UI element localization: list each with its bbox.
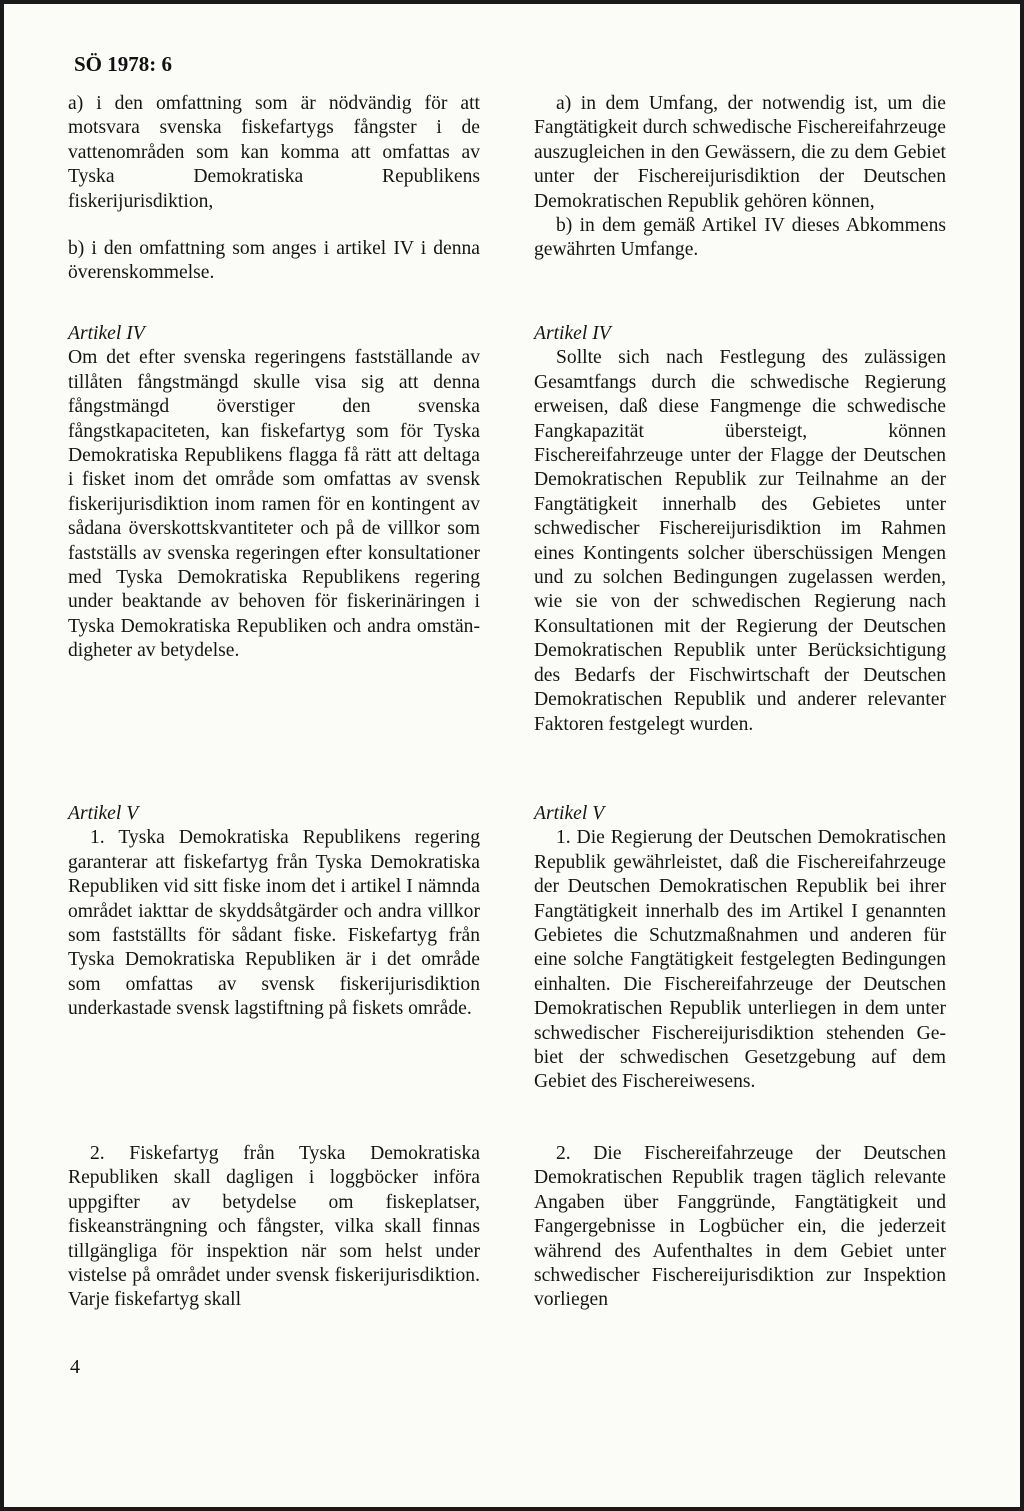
german-item-b: b) in dem gemäß Artikel IV dieses Abkommens gewährten Umfange.: [534, 215, 946, 261]
document-page: [4, 4, 1020, 1507]
german-article-v-heading: Artikel V: [534, 803, 605, 824]
swedish-item-b: b) i den omfattning som anges i artikel IV i denna överenskommelse.: [68, 238, 480, 284]
german-article-iv: [534, 322, 946, 749]
german-article-iv-heading: Artikel IV: [534, 323, 611, 344]
swedish-article-v: [68, 802, 480, 1034]
swedish-article-v-paragraph-2: 2. Fiskefartyg från Tyska Demokratiska Republiken skall dagligen i loggböcker införa uppgifter av betydelse om fiskeplatser, fiskeansträngning och fångster, vilka skall finnas tillgängliga för inspektion när som helst under vistelse på området under svensk fiskerijurisdiktion. Varje fiskefartyg skall: [68, 1143, 480, 1311]
swedish-article-iv-text: Om det efter svenska regeringens fastställande av tillåten fångstmängd skulle visa sig att denna fångstmängd överstiger den svenska fångstkapaciteten, kan fiskefartyg som för Tyska Demokratiska Republikens flagga få rätt att deltaga i fisket inom det område som omfattas av svensk fiskerijurisdiktion inom ramen för en kontingent av sådana överskottskvantiteter och på de villkor som fastställs av svenska regeringen efter konsultationer med Tyska Demokratiska Republikens regering under beaktande av behoven för fiskerinäringen i Tyska Demokratiska Republiken och andra omständigheter av betydelse.: [68, 347, 480, 662]
german-article-v-paragraph-2: 2. Die Fischereifahrzeuge der Deutschen Demokratischen Republik tragen täglich relevante Angaben über Fanggründe, Fangtätigkeit und Fangergebnisse in Logbücher ein, die jederzeit während des Aufenthaltes in dem Gebiet unter schwedischer Fischereijurisdiktion zur Inspektion vorliegen: [534, 1143, 946, 1311]
german-items-ab: [534, 92, 946, 275]
page-header: SÖ 1978: 6: [74, 52, 173, 76]
swedish-article-iv: [68, 322, 480, 676]
swedish-article-v-paragraph-1: 1. Tyska Demokratiska Republikens regering garanterar att fiskefartyg från Tyska Demokratiska Republiken vid sitt fiske inom det i artikel I nämnda området iakttar de skyddsåtgärder och andra villkor som fastställts för sådant fiske. Fiskefartyg från Tyska Demokratiska Republiken är i det område som omfattas av svensk fiskerijurisdiktion underkastade svensk lagstiftning på fiskets område.: [68, 827, 480, 1020]
swedish-article-v-heading: Artikel V: [68, 803, 139, 824]
page-number: 4: [70, 1356, 80, 1378]
german-article-iv-text: Sollte sich nach Festlegung des zulässigen Gesamtfangs durch die schwedische Regierung erweisen, daß diese Fangmenge die schwedische Fangkapazität übersteigt, können Fischereifahrzeuge unter der Flagge der Deutschen Demokratischen Republik zur Teilnahme an der Fangtätigkeit innerhalb des Gebietes unter schwedischer Fischereijurisdiktion im Rahmen eines Kontingents solcher überschüssigen Mengen und zu solchen Bedingungen zugelassen werden, wie sie von der schwedischen Regierung nach Konsultationen mit der Regierung der Deutschen Demokratischen Republik unter Berücksichtigung des Bedarfs der Fischwirtschaft der Deutschen Demokratischen Republik und anderer relevanter Faktoren festgelegt wurden.: [534, 347, 946, 735]
german-article-v: [534, 802, 946, 1107]
german-item-a: a) in dem Umfang, der notwendig ist, um die Fangtätigkeit durch schwedische Fischereifahrzeuge auszugleichen in den Gewässern, die zu dem Gebiet unter der Fischereijurisdiktion der Deutschen Demokratischen Republik gehören können,: [534, 93, 946, 212]
swedish-article-iv-heading: Artikel IV: [68, 323, 145, 344]
swedish-item-a: a) i den omfattning som är nödvändig för att motsvara svenska fiskefartygs fångster i de vattenområden som kan komma att omfattas av Tyska Demokratiska Republikens fiskerijurisdiktion,: [68, 93, 480, 212]
german-article-v-paragraph-1: 1. Die Regierung der Deutschen Demokratischen Republik gewährleistet, daß die Fischereifahrzeuge der Deutschen Demokratischen Republik bei ihrer Fangtätigkeit innerhalb des im Artikel I genannten Gebietes die Schutzmaßnahmen und anderen für eine solche Fangtätigkeit festgelegten Bedingungen einhalten. Die Fischereifahrzeuge der Deutschen Demokratischen Republik unterliegen in dem unter schwedischer Fischereijurisdiktion stehenden Gebiet der schwedischen Gesetzgebung auf dem Gebiet des Fischereiwesens.: [534, 827, 946, 1093]
